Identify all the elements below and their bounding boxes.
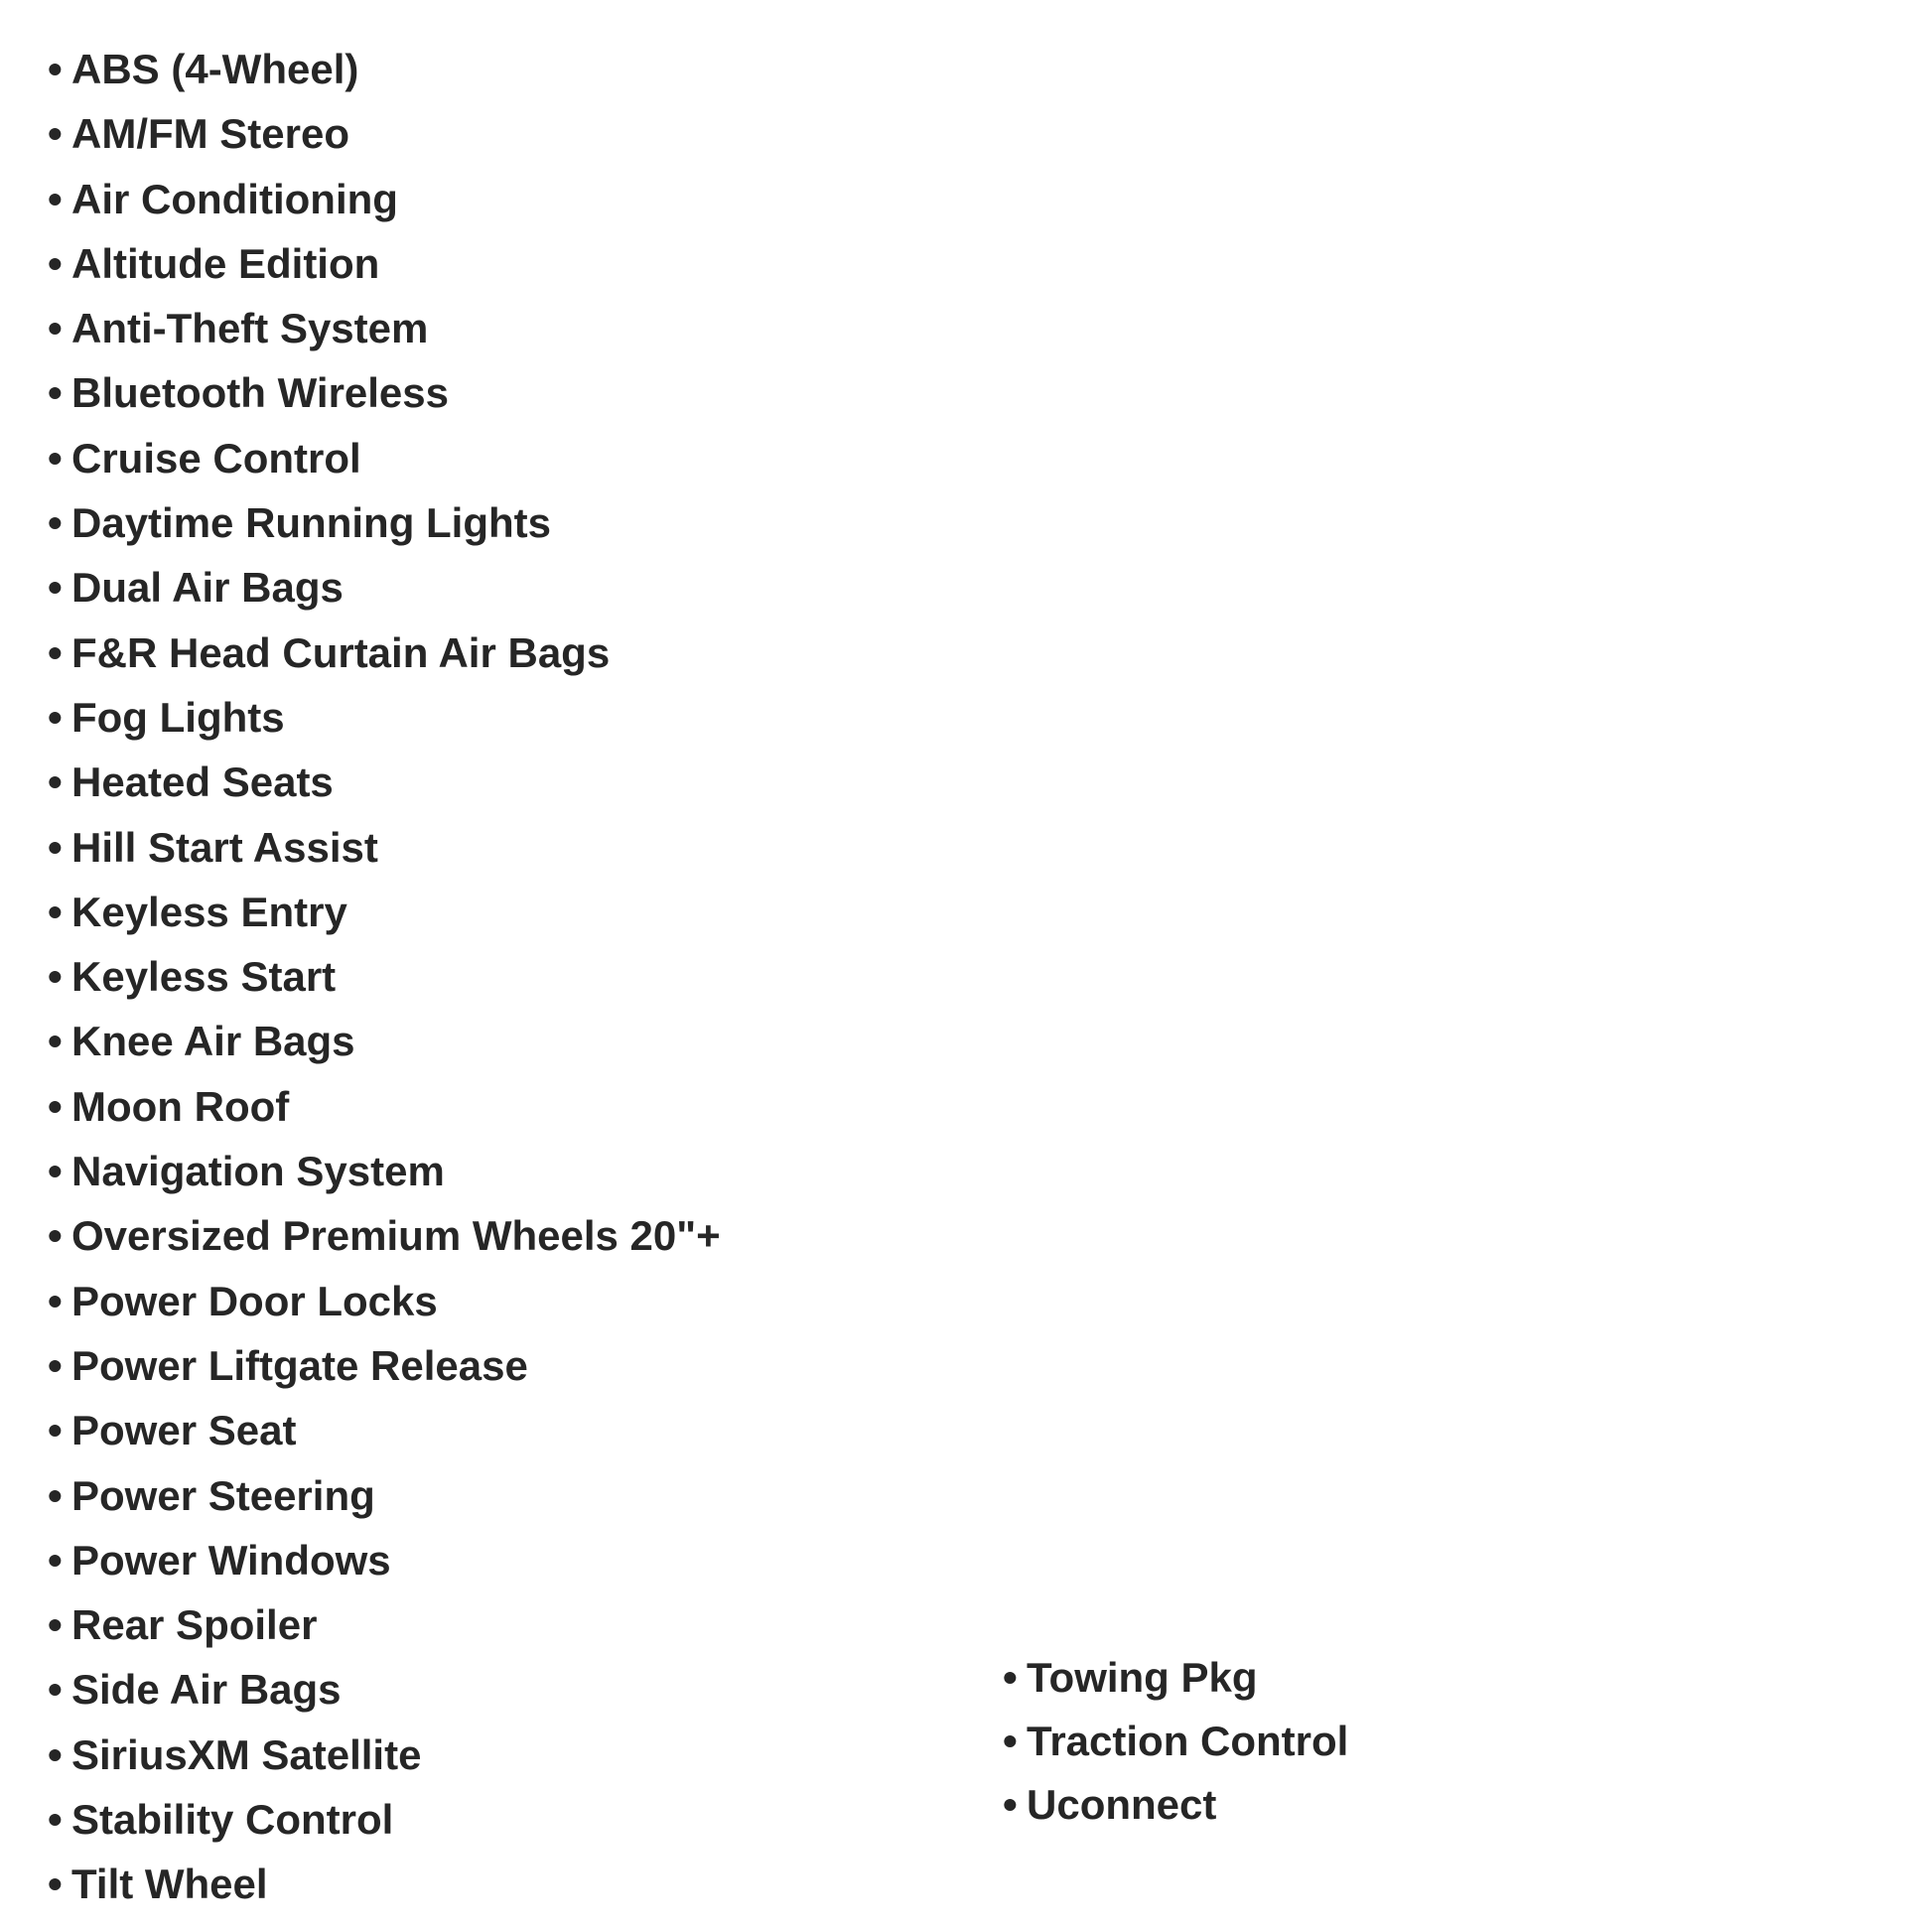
bullet-icon: • xyxy=(48,1601,63,1649)
feature-label: Fog Lights xyxy=(71,693,285,741)
feature-label: Cruise Control xyxy=(71,434,361,482)
feature-label: Oversized Premium Wheels 20"+ xyxy=(71,1212,721,1260)
bullet-icon: • xyxy=(48,239,63,287)
bullet-icon: • xyxy=(1003,1781,1018,1828)
feature-item xyxy=(48,1528,721,1592)
feature-list-right xyxy=(1003,1646,1348,1837)
bullet-icon: • xyxy=(48,305,63,352)
feature-item xyxy=(1003,1646,1348,1710)
feature-list-left xyxy=(48,37,721,1917)
feature-item xyxy=(48,1398,721,1462)
feature-item xyxy=(48,1203,721,1268)
feature-label: Altitude Edition xyxy=(71,239,380,287)
feature-item xyxy=(48,750,721,814)
feature-label: Power Seat xyxy=(71,1407,297,1454)
feature-item xyxy=(48,231,721,296)
bullet-icon: • xyxy=(48,1277,63,1324)
bullet-icon: • xyxy=(48,110,63,158)
feature-label: Stability Control xyxy=(71,1796,394,1844)
feature-label: Keyless Start xyxy=(71,953,337,1001)
bullet-icon: • xyxy=(48,823,63,871)
feature-item xyxy=(48,1074,721,1139)
feature-label: Power Steering xyxy=(71,1471,375,1519)
bullet-icon: • xyxy=(48,1018,63,1065)
bullet-icon: • xyxy=(48,759,63,806)
feature-label: Uconnect xyxy=(1027,1781,1217,1828)
bullet-icon: • xyxy=(48,46,63,92)
feature-item xyxy=(48,1269,721,1333)
feature-item xyxy=(48,296,721,360)
feature-item xyxy=(48,360,721,425)
bullet-icon: • xyxy=(48,1341,63,1389)
bullet-icon: • xyxy=(48,693,63,741)
bullet-icon: • xyxy=(48,369,63,417)
feature-label: Side Air Bags xyxy=(71,1666,342,1714)
feature-label: Power Liftgate Release xyxy=(71,1341,528,1389)
feature-item xyxy=(48,490,721,555)
bullet-icon: • xyxy=(1003,1654,1018,1701)
feature-item xyxy=(1003,1710,1348,1773)
bullet-icon: • xyxy=(48,1471,63,1519)
bullet-icon: • xyxy=(48,1212,63,1260)
bullet-icon: • xyxy=(48,1148,63,1195)
bullet-icon: • xyxy=(48,564,63,612)
bullet-icon: • xyxy=(48,1666,63,1714)
feature-item xyxy=(48,101,721,166)
feature-label: Traction Control xyxy=(1027,1718,1349,1764)
feature-label: Navigation System xyxy=(71,1148,445,1195)
feature-label: ABS (4-Wheel) xyxy=(71,46,359,92)
feature-label: SiriusXM Satellite xyxy=(71,1730,422,1778)
feature-item xyxy=(48,1139,721,1203)
feature-item xyxy=(48,1657,721,1722)
feature-label: Keyless Entry xyxy=(71,888,347,935)
feature-label: Rear Spoiler xyxy=(71,1601,318,1649)
feature-item xyxy=(48,37,721,101)
bullet-icon: • xyxy=(48,628,63,676)
bullet-icon: • xyxy=(1003,1718,1018,1764)
feature-label: Heated Seats xyxy=(71,759,334,806)
feature-item xyxy=(48,1463,721,1528)
feature-item xyxy=(48,1009,721,1073)
feature-item xyxy=(48,880,721,944)
feature-item xyxy=(48,1852,721,1916)
bullet-icon: • xyxy=(48,175,63,222)
feature-item xyxy=(48,621,721,685)
bullet-icon: • xyxy=(48,434,63,482)
bullet-icon: • xyxy=(48,1861,63,1908)
feature-item xyxy=(48,1333,721,1398)
feature-label: Knee Air Bags xyxy=(71,1018,355,1065)
feature-label: Daytime Running Lights xyxy=(71,499,551,547)
feature-item xyxy=(48,815,721,880)
feature-label: Air Conditioning xyxy=(71,175,398,222)
feature-item xyxy=(48,1723,721,1787)
feature-item xyxy=(1003,1773,1348,1837)
feature-label: Tilt Wheel xyxy=(71,1861,268,1908)
bullet-icon: • xyxy=(48,1082,63,1130)
feature-item xyxy=(48,1787,721,1852)
bullet-icon: • xyxy=(48,499,63,547)
feature-item xyxy=(48,167,721,231)
bullet-icon: • xyxy=(48,1730,63,1778)
feature-label: Hill Start Assist xyxy=(71,823,378,871)
feature-label: AM/FM Stereo xyxy=(71,110,350,158)
feature-item xyxy=(48,944,721,1009)
bullet-icon: • xyxy=(48,1796,63,1844)
feature-label: Moon Roof xyxy=(71,1082,290,1130)
feature-label: Dual Air Bags xyxy=(71,564,344,612)
feature-item xyxy=(48,555,721,620)
feature-label: Bluetooth Wireless xyxy=(71,369,450,417)
feature-label: Towing Pkg xyxy=(1027,1654,1258,1701)
feature-label: Anti-Theft System xyxy=(71,305,429,352)
feature-item xyxy=(48,426,721,490)
feature-label: Power Door Locks xyxy=(71,1277,438,1324)
feature-label: Power Windows xyxy=(71,1536,391,1584)
feature-label: F&R Head Curtain Air Bags xyxy=(71,628,611,676)
bullet-icon: • xyxy=(48,888,63,935)
bullet-icon: • xyxy=(48,1407,63,1454)
bullet-icon: • xyxy=(48,1536,63,1584)
feature-item xyxy=(48,1592,721,1657)
bullet-icon: • xyxy=(48,953,63,1001)
feature-item xyxy=(48,685,721,750)
